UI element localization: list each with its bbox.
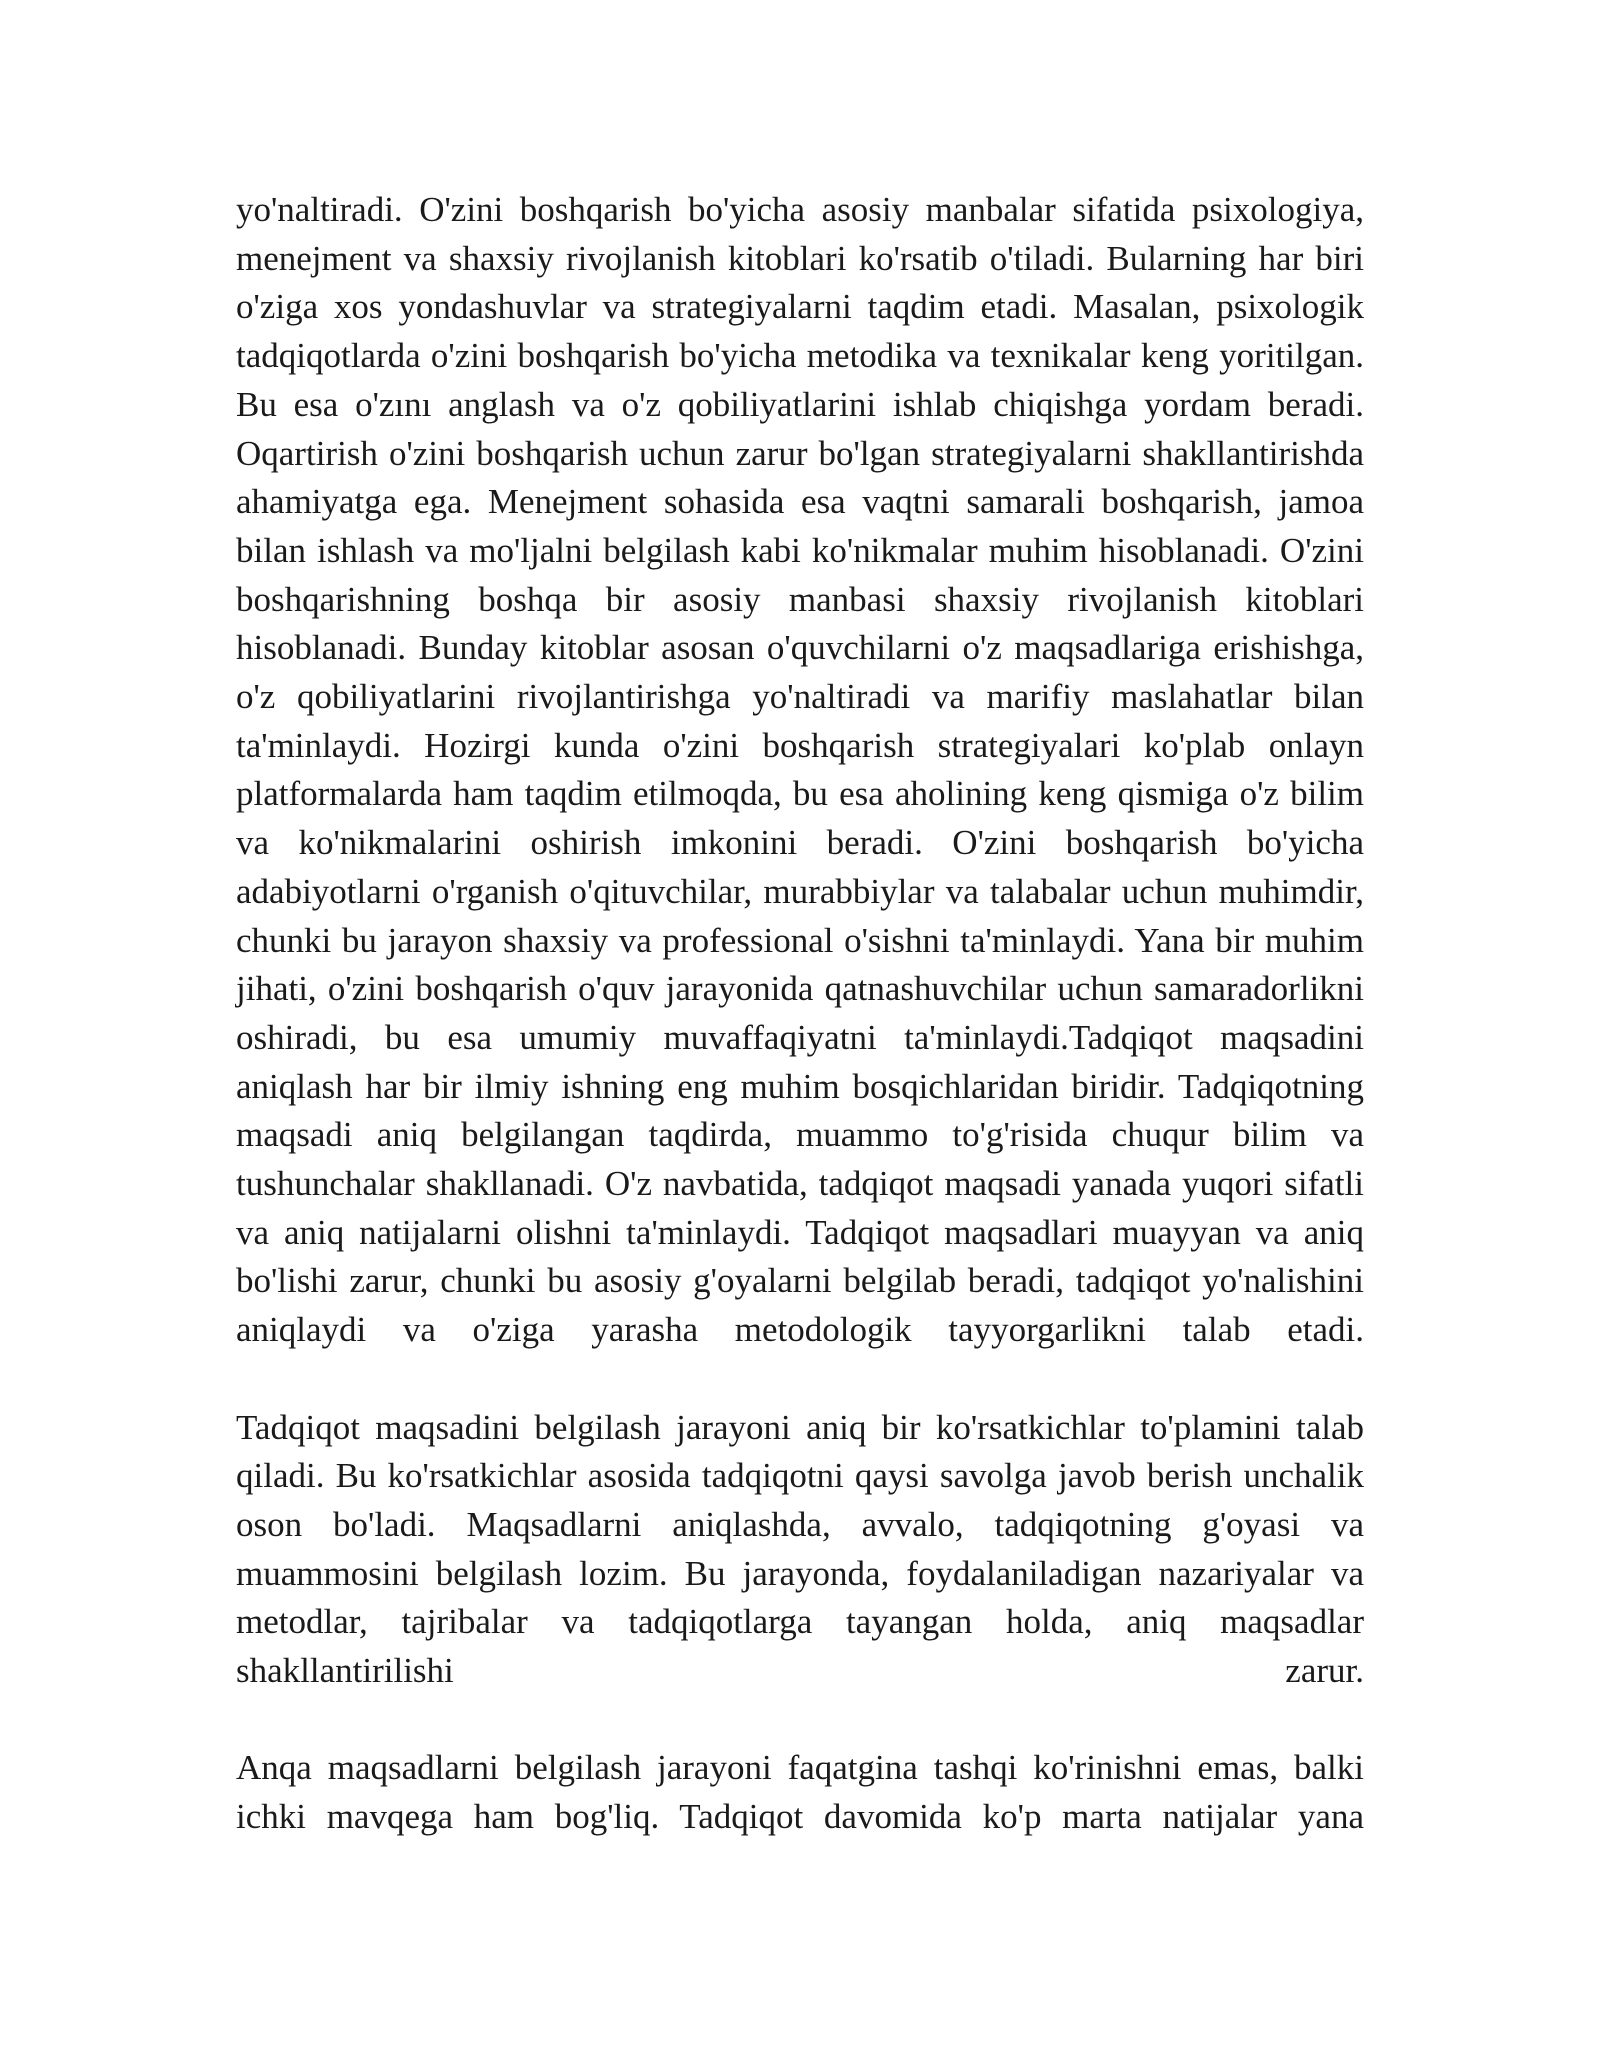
paragraph-spacer xyxy=(236,1355,1364,1404)
body-text xyxy=(236,186,1364,1842)
paragraph-2: Tadqiqot maqsadini belgilash jarayoni aniq bir ko'rsatkichlar to'plamini talab qiladi. Bu ko'rsatkichlar asosida tadqiqotni qaysi savolga javob berish unchalik oson bo'ladi. Maqsadlarni aniqlashda, avvalo, tadqiqotning g'oyasi va muammosini belgilash lozim. Bu jarayonda, foydalaniladigan nazariyalar va metodlar, tajribalar va tadqiqotlarga tayangan holda, aniq maqsadlar shakllantirilishi zarur. xyxy=(236,1407,1364,1691)
paragraph-spacer xyxy=(236,1696,1364,1745)
paragraph-1: yo'naltiradi. O'zini boshqarish bo'yicha asosiy manbalar sifatida psixologiya, menejment va shaxsiy rivojlanish kitoblari ko'rsatib o'tiladi. Bularning har biri o'ziga xos yondashuvlar va strategiyalarni taqdim etadi. Masalan, psixologik tadqiqotlarda o'zini boshqarish bo'yicha metodika va texnikalar keng yoritilgan. Bu esa o'zını anglash va o'z qobiliyatlarini ishlab chiqishga yordam beradi. Oqartirish o'zini boshqarish uchun zarur bo'lgan strategiyalarni shakllantirishda ahamiyatga ega. Menejment sohasida esa vaqtni samarali boshqarish, jamoa bilan ishlash va mo'ljalni belgilash kabi ko'nikmalar muhim hisoblanadi. O'zini boshqarishning boshqa bir asosiy manbasi shaxsiy rivojlanish kitoblari hisoblanadi. Bunday kitoblar asosan o'quvchilarni o'z maqsadlariga erishishga, o'z qobiliyatlarini rivojlantirishga yo'naltiradi va marifiy maslahatlar bilan ta'minlaydi. Hozirgi kunda o'zini boshqarish strategiyalari ko'plab onlayn platformalarda ham taqdim etilmoqda, bu esa aholining keng qismiga o'z bilim va ko'nikmalarini oshirish imkonini beradi. O'zini boshqarish bo'yicha adabiyotlarni o'rganish o'qituvchilar, murabbiylar va talabalar uchun muhimdir, chunki bu jarayon shaxsiy va professional o'sishni ta'minlaydi. Yana bir muhim jihati, o'zini boshqarish o'quv jarayonida qatnashuvchilar uchun samaradorlikni oshiradi, bu esa umumiy muvaffaqiyatni ta'minlaydi.Tadqiqot maqsadini aniqlash har bir ilmiy ishning eng muhim bosqichlaridan biridir. Tadqiqotning maqsadi aniq belgilangan taqdirda, muammo to'g'risida chuqur bilim va tushunchalar shakllanadi. O'z navbatida, tadqiqot maqsadi yanada yuqori sifatli va aniq natijalarni olishni ta'minlaydi. Tadqiqot maqsadlari muayyan va aniq bo'lishi zarur, chunki bu asosiy g'oyalarni belgilab beradi, tadqiqot yo'nalishini aniqlaydi va o'ziga yarasha metodologik tayyorgarlikni talab etadi. xyxy=(236,190,1364,1350)
paragraph-3: Anqa maqsadlarni belgilash jarayoni faqatgina tashqi ko'rinishni emas, balki ichki mavqega ham bog'liq. Tadqiqot davomida ko'p marta natijalar yana xyxy=(236,1748,1364,1837)
